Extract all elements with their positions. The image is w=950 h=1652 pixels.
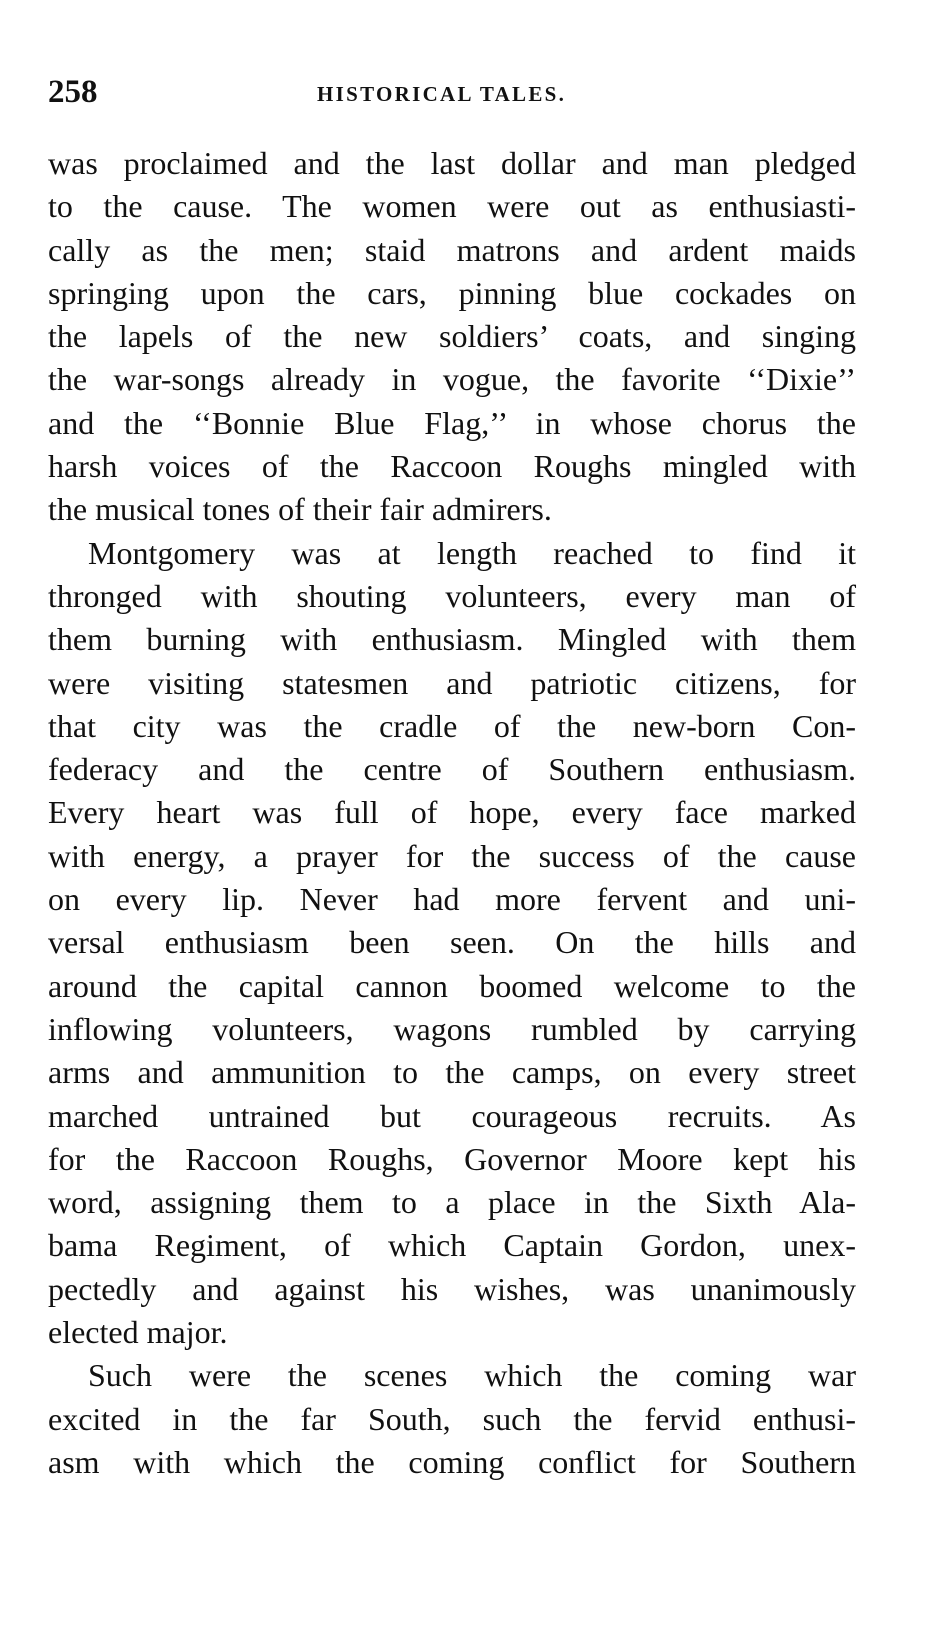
text-line: word, assigning them to a place in the Sixth Ala- <box>48 1184 856 1221</box>
text-line: was proclaimed and the last dollar and man pledged <box>48 145 856 181</box>
text-line: around the capital cannon boomed welcome to the <box>48 967 856 1004</box>
text-line: were visiting statesmen and patriotic citizens, for <box>48 664 856 701</box>
paragraph <box>48 142 856 532</box>
text-line: elected major. <box>48 1314 228 1351</box>
text-line: marched untrained but courageous recruits. As <box>48 1097 856 1134</box>
text-line: for the Raccoon Roughs, Governor Moore kept his <box>48 1140 856 1177</box>
text-line: Montgomery was at length reached to find it <box>88 534 856 571</box>
text-line: arms and ammunition to the camps, on every street <box>48 1054 856 1091</box>
paragraph <box>48 532 856 1355</box>
text-line: springing upon the cars, pinning blue cockades on <box>48 274 856 311</box>
text-line: thronged with shouting volunteers, every man of <box>48 577 856 614</box>
text-line: federacy and the centre of Southern enthusiasm. <box>48 751 856 788</box>
text-line: inflowing volunteers, wagons rumbled by carrying <box>48 1010 856 1047</box>
text-line: that city was the cradle of the new-born Con- <box>48 707 856 744</box>
text-line: versal enthusiasm been seen. On the hills and <box>48 924 856 961</box>
text-line: Such were the scenes which the coming war <box>88 1357 856 1394</box>
text-line: the war-songs already in vogue, the favorite ‘‘Dixie’’ <box>48 361 856 398</box>
text-line: with energy, a prayer for the success of the cause <box>48 837 856 874</box>
text-line: to the cause. The women were out as enthusiasti- <box>48 188 856 225</box>
paragraph <box>48 1354 856 1484</box>
text-line: asm with which the coming conflict for Southern <box>48 1443 856 1480</box>
running-title: HISTORICAL TALES. <box>317 82 567 106</box>
text-line: excited in the far South, such the fervid enthusi- <box>48 1400 856 1437</box>
text-line: cally as the men; staid matrons and ardent maids <box>48 231 856 268</box>
text-line: and the ‘‘Bonnie Blue Flag,’’ in whose chorus the <box>48 404 856 441</box>
page-number: 258 <box>48 74 98 110</box>
page-header <box>48 72 856 112</box>
text-line: the musical tones of their fair admirers. <box>48 491 552 528</box>
text-line: pectedly and against his wishes, was unanimously <box>48 1270 856 1307</box>
text-line: them burning with enthusiasm. Mingled with them <box>48 621 856 658</box>
text-line: the lapels of the new soldiers’ coats, and singing <box>48 318 856 355</box>
text-line: bama Regiment, of which Captain Gordon, unex- <box>48 1227 856 1264</box>
text-line: on every lip. Never had more fervent and uni- <box>48 881 856 918</box>
text-line: Every heart was full of hope, every face marked <box>48 794 856 831</box>
text-line: harsh voices of the Raccoon Roughs mingled with <box>48 448 856 485</box>
body-text <box>48 142 856 1484</box>
